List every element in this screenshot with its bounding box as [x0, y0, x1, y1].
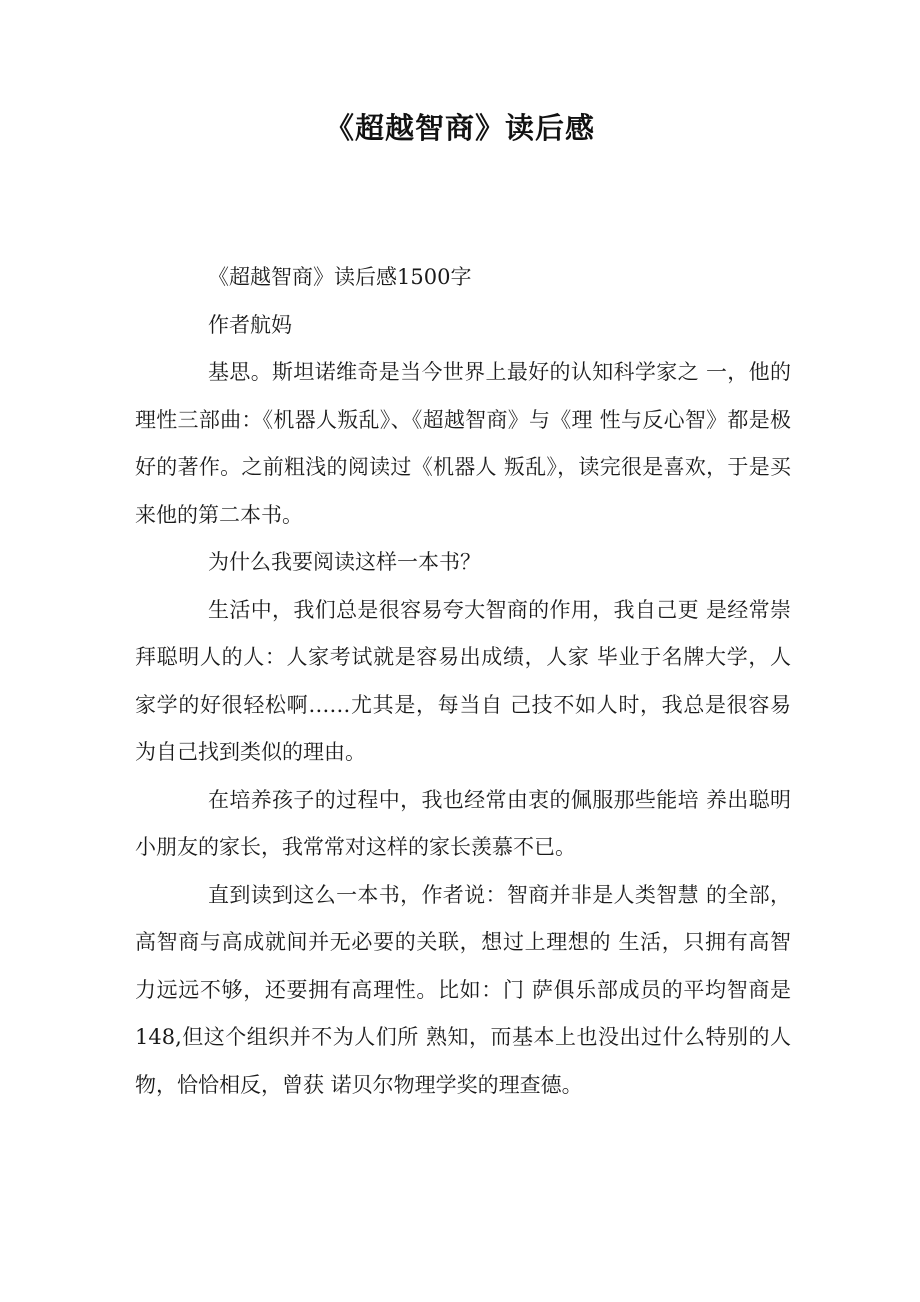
body-paragraph: 直到读到这么一本书，作者说：智商并非是人类智慧 的全部，高智商与高成就间并无必要的关联，想过上理想的 生活，只拥有高智力远远不够，还要拥有高理性。比如：门 萨俱乐部成员的平均智商是148,但这个组织并不为人们所 熟知，而基本上也没出过什么特别的人物，恰恰相反，曾获 诺贝尔物理学奖的理查德。	[135, 882, 791, 1097]
document-title: 《超越智商》读后感	[324, 111, 595, 145]
body-paragraph: 为什么我要阅读这样一本书？	[208, 550, 481, 574]
author-paragraph: 作者航妈	[208, 312, 292, 337]
subtitle-paragraph: 《超越智商》读后感1500字	[208, 265, 472, 289]
document-body	[135, 254, 791, 1109]
body-paragraph: 生活中，我们总是很容易夸大智商的作用，我自己更 是经常崇拜聪明人的人：人家考试就是容易出成绩，人家 毕业于名牌大学，人家学的好很轻松啊……尤其是，每当自 己技不如人时，我总是很容易为自己找到类似的理由。	[135, 597, 791, 764]
body-paragraph: 在培养孩子的过程中，我也经常由衷的佩服那些能培 养出聪明小朋友的家长，我常常对这样的家长羡慕不已。	[135, 787, 791, 859]
body-paragraph: 基思。斯坦诺维奇是当今世界上最好的认知科学家之 一，他的理性三部曲：《机器人叛乱》、《超越智商》与《理 性与反心智》都是极好的著作。之前粗浅的阅读过《机器人 叛乱》，读完很是喜欢，于是买来他的第二本书。	[135, 360, 791, 527]
